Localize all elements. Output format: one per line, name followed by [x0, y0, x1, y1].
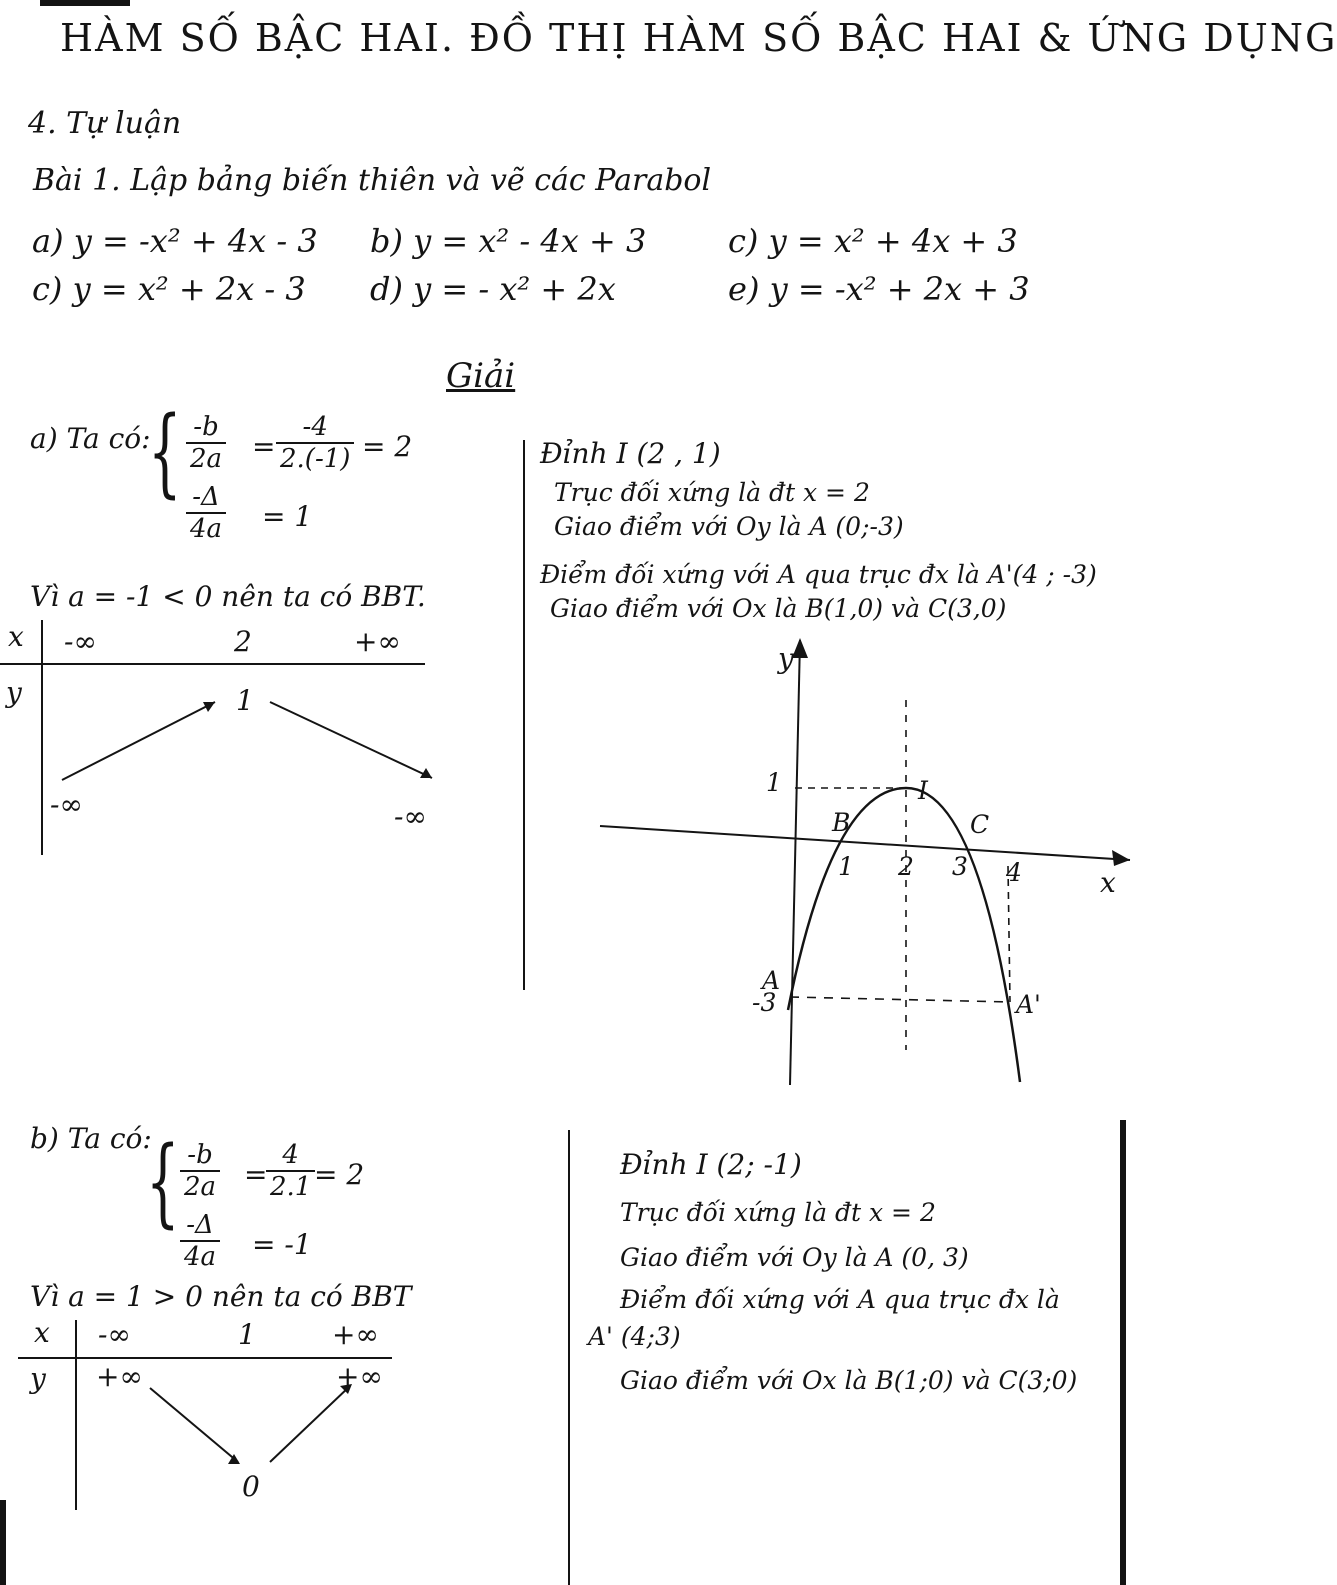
part-b-vertex: Đỉnh I (2; -1)	[620, 1148, 802, 1181]
graph-tick-x-4: 4	[1006, 858, 1022, 887]
equation-a: a) y = -x² + 4x - 3	[32, 222, 318, 260]
equation-c: c) y = x² + 4x + 3	[728, 222, 1018, 260]
table-a-y-label: y	[6, 676, 22, 709]
part-a-ox: Giao điểm với Ox là B(1,0) và C(3,0)	[550, 594, 1007, 623]
graph-tick-x-2: 2	[898, 852, 914, 881]
table-b-y-bottom: 0	[242, 1470, 260, 1503]
page-title: HÀM SỐ BẬC HAI. ĐỒ THỊ HÀM SỐ BẬC HAI & ỨNG DỤNG	[60, 16, 1337, 60]
section-heading: 4. Tự luận	[28, 106, 182, 141]
part-b-symmetric: Điểm đối xứng với A qua trục đx là	[620, 1285, 1060, 1314]
part-a-divider	[523, 440, 525, 990]
top-edge-mark	[40, 0, 130, 6]
part-a-intro: a) Ta có:	[30, 422, 151, 455]
table-a-y-left: -∞	[50, 788, 83, 821]
table-a-y-top: 1	[236, 684, 254, 717]
part-a-sign-note: Vì a = -1 < 0 nên ta có BBT.	[30, 580, 426, 613]
exercise-statement: Bài 1. Lập bảng biến thiên và vẽ các Parabol	[33, 163, 712, 198]
equation-b: b) y = x² - 4x + 3	[370, 222, 647, 260]
part-b-a-prime: A' (4;3)	[588, 1322, 681, 1351]
part-b-oy: Giao điểm với Oy là A (0, 3)	[620, 1243, 969, 1272]
table-b-y-right: +∞	[336, 1360, 383, 1393]
graph-x-label: x	[1100, 866, 1116, 899]
equation-e: e) y = -x² + 2x + 3	[728, 270, 1030, 308]
part-b-ox: Giao điểm với Ox là B(1;0) và C(3;0)	[620, 1366, 1078, 1395]
graph-label-c: C	[970, 810, 990, 839]
graph-tick-y-1: 1	[766, 768, 782, 797]
part-a-frac3: $\frac{-\Delta}{4a}$	[186, 482, 226, 544]
part-a-symmetric: Điểm đối xứng với A qua trục đx là A'(4 ; -3)	[540, 560, 1097, 589]
equation-d: d) y = - x² + 2x	[370, 270, 616, 308]
table-b-x-left: -∞	[98, 1318, 131, 1351]
part-a-vertex: Đỉnh I (2 , 1)	[540, 437, 721, 470]
table-b-x-mid: 1	[238, 1318, 256, 1351]
left-edge-mark	[0, 1500, 6, 1585]
table-a-x-left: -∞	[64, 625, 97, 658]
part-a-frac1: $\frac{-b}{2a}$	[186, 412, 226, 474]
graph-tick-x-1: 1	[838, 852, 854, 881]
part-a-oy: Giao điểm với Oy là A (0;-3)	[554, 512, 904, 541]
table-a-y-right: -∞	[394, 800, 427, 833]
table-b-y-left: +∞	[96, 1360, 143, 1393]
table-b-x-right: +∞	[332, 1318, 379, 1351]
graph-label-a-prime: A'	[1016, 990, 1041, 1019]
part-a-frac2: $\frac{-4}{2.(-1)}$	[276, 412, 354, 474]
solution-heading: Giải	[446, 356, 516, 396]
oy-axis	[790, 640, 800, 1085]
graph-label-i: I	[918, 776, 928, 805]
table-a-x-mid: 2	[234, 625, 252, 658]
part-b-brace: {	[146, 1126, 180, 1238]
table-a-x-right: +∞	[354, 625, 401, 658]
ox-axis	[600, 826, 1130, 860]
table-a-x-label: x	[8, 620, 24, 653]
table-b-x-label: x	[34, 1316, 50, 1349]
part-b-frac3: $\frac{-\Delta}{4a}$	[180, 1210, 220, 1272]
graph-tick-y-neg3: -3	[752, 988, 777, 1017]
part-a-parabola-graph	[600, 630, 1140, 1090]
table-b-y-label: y	[30, 1362, 46, 1395]
graph-label-b: B	[832, 808, 851, 837]
part-a-axis: Trục đối xứng là đt x = 2	[554, 478, 870, 507]
graph-y-label: y	[778, 642, 794, 675]
part-b-axis: Trục đối xứng là đt x = 2	[620, 1198, 936, 1227]
part-b-divider	[568, 1130, 570, 1585]
equation-c2: c) y = x² + 2x - 3	[32, 270, 306, 308]
part-b-sign-note: Vì a = 1 > 0 nên ta có BBT	[30, 1280, 412, 1313]
part-a-brace: {	[148, 396, 182, 508]
part-b-frac1: $\frac{-b}{2a}$	[180, 1140, 220, 1202]
part-b-intro: b) Ta có:	[30, 1122, 152, 1155]
right-edge-mark	[1120, 1120, 1126, 1585]
graph-tick-x-3: 3	[952, 852, 968, 881]
graph-label-a: A	[762, 966, 781, 995]
part-b-frac2: $\frac{4}{2.1}$	[266, 1140, 315, 1202]
